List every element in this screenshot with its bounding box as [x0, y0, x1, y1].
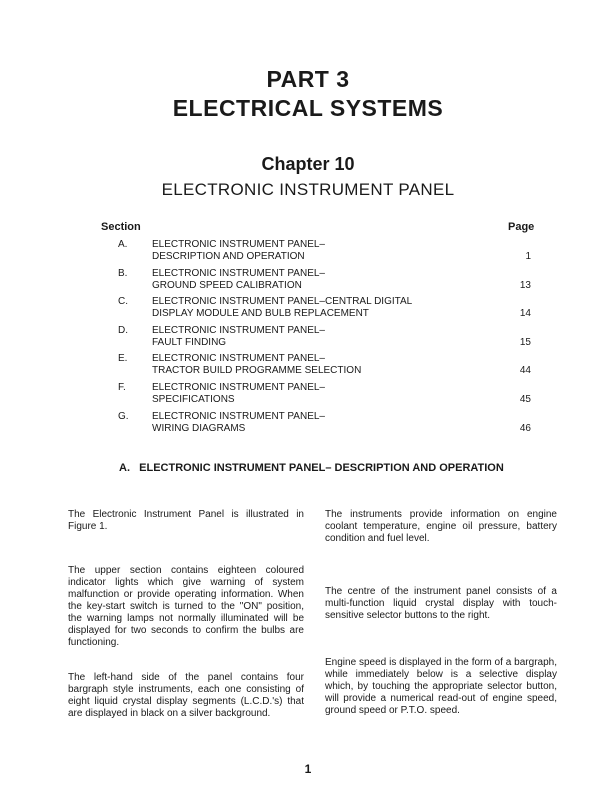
part-number: PART 3: [266, 66, 350, 92]
toc-row: [101, 411, 531, 440]
paragraph: The upper section contains eighteen coloured indicator lights which give warning of system malfunction or provide operating information. When the key-start switch is turned to the "ON" position, the warning lamps not normally illuminated will be displayed for two seconds to confirm the bulbs are functioning.: [68, 565, 304, 648]
toc-title: ELECTRONIC INSTRUMENT PANEL– TRACTOR BUILD PROGRAMME SELECTION: [152, 353, 362, 377]
paragraph: The left-hand side of the panel contains four bargraph style instruments, each one consisting of eight liquid crystal display segments (L.C.D.'s) that are displayed in black on a silver background.: [68, 672, 304, 719]
section-heading: A. ELECTRONIC INSTRUMENT PANEL– DESCRIPTION AND OPERATION: [119, 462, 504, 474]
toc-page: 44: [519, 365, 531, 377]
toc-title: ELECTRONIC INSTRUMENT PANEL– SPECIFICATIONS: [152, 381, 325, 405]
toc-letter: E.: [118, 353, 128, 365]
toc-letter: F.: [118, 381, 126, 393]
toc-page: 14: [519, 308, 531, 320]
toc-row: [101, 239, 531, 268]
toc-letter: A.: [118, 239, 128, 250]
toc-title: ELECTRONIC INSTRUMENT PANEL– DESCRIPTION AND OPERATION: [152, 239, 325, 262]
toc-page: 1: [525, 251, 531, 262]
toc-page: 15: [519, 336, 531, 348]
toc-section-header: Section: [101, 221, 141, 233]
toc-row: [101, 296, 531, 325]
part-title: ELECTRICAL SYSTEMS: [172, 95, 444, 121]
toc-letter: C.: [118, 296, 128, 308]
paragraph: The Electronic Instrument Panel is illustrated in Figure 1.: [68, 509, 304, 532]
paragraph: The instruments provide information on engine coolant temperature, engine oil pressure, battery condition and fuel level.: [325, 509, 557, 544]
toc-row: [101, 382, 531, 411]
chapter-number: Chapter 10: [261, 154, 355, 174]
paragraph: The centre of the instrument panel consists of a multi-function liquid crystal display with touch-sensitive selector buttons to the right.: [325, 586, 557, 621]
toc-row: [101, 268, 531, 297]
toc-row: [101, 325, 531, 354]
toc-page: 45: [519, 393, 531, 405]
toc-title: ELECTRONIC INSTRUMENT PANEL– WIRING DIAGRAMS: [152, 410, 325, 434]
toc-title: ELECTRONIC INSTRUMENT PANEL–CENTRAL DIGITAL DISPLAY MODULE AND BULB REPLACEMENT: [152, 296, 413, 320]
toc-letter: D.: [118, 324, 128, 336]
chapter-title: ELECTRONIC INSTRUMENT PANEL: [161, 180, 455, 199]
toc-page-header: Page: [508, 221, 535, 233]
toc-title: ELECTRONIC INSTRUMENT PANEL– GROUND SPEED CALIBRATION: [152, 267, 325, 291]
toc-row: [101, 353, 531, 382]
toc-page: 13: [519, 279, 531, 291]
toc-page: 46: [519, 422, 531, 434]
page-number: 1: [304, 762, 312, 776]
toc-letter: B.: [118, 267, 128, 279]
table-of-contents: [101, 239, 531, 439]
toc-letter: G.: [118, 410, 129, 422]
paragraph: Engine speed is displayed in the form of a bargraph, while immediately below is a selective display which, by touching the appropriate selector button, will provide a numerical read-out of engine speed, ground speed or P.T.O. speed.: [325, 657, 557, 716]
toc-title: ELECTRONIC INSTRUMENT PANEL– FAULT FINDING: [152, 324, 325, 348]
